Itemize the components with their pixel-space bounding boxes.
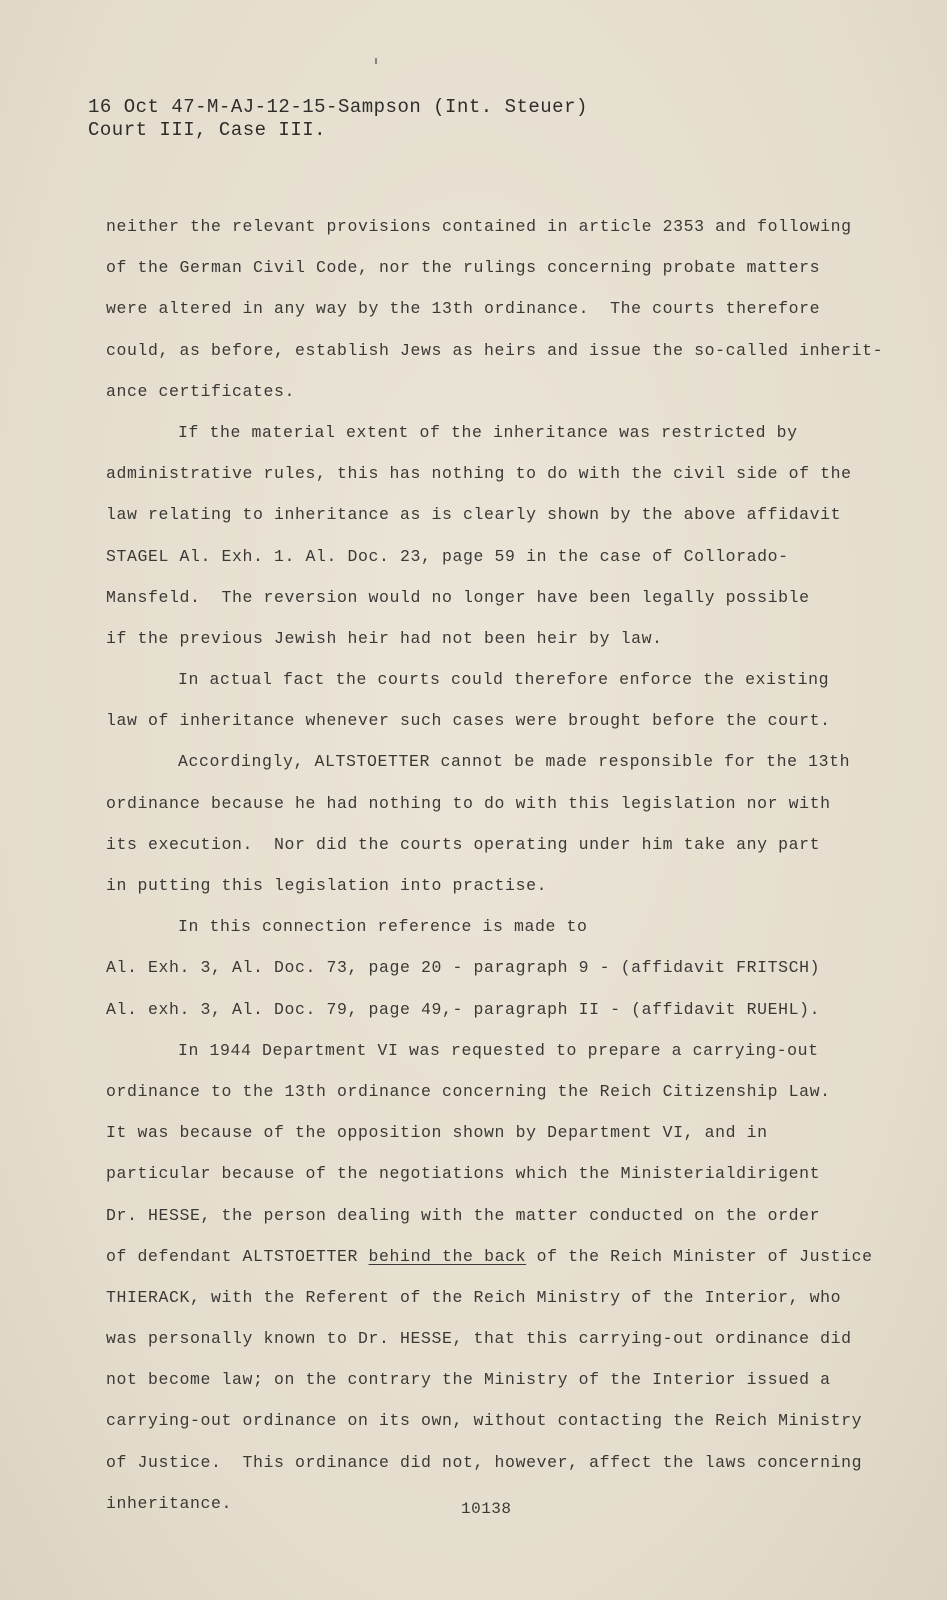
body-line-with-underline [106,1236,873,1277]
body-line: were altered in any way by the 13th ordinance. The courts therefore [106,299,821,319]
body-line: its execution. Nor did the courts operating under him take any part [106,834,821,854]
body-line: if the previous Jewish heir had not been heir by law. [106,628,663,648]
body-line: Mansfeld. The reversion would no longer have been legally possible [106,587,810,607]
body-line: THIERACK, with the Referent of the Reich Ministry of the Interior, who [106,1287,842,1307]
body-line: not become law; on the contrary the Ministry of the Interior issued a [106,1370,831,1390]
document-header [88,96,588,142]
body-line: ance certificates. [106,381,296,401]
body-line: Dr. HESSE, the person dealing with the matter conducted on the order [106,1205,821,1225]
body-line: If the material extent of the inheritance was restricted by [178,422,798,442]
body-line: In this connection reference is made to [178,917,588,937]
document-body [106,206,884,1524]
body-line: ordinance because he had nothing to do with this legislation nor with [106,793,831,813]
underlined-phrase: behind the back [368,1246,527,1266]
body-line: in putting this legislation into practise. [106,876,548,895]
text-segment: of defendant ALTSTOETTER [106,1246,369,1266]
body-line: neither the relevant provisions contained in article 2353 and following [106,217,852,236]
body-line: administrative rules, this has nothing to do with the civil side of the [106,464,852,484]
paper-mark [375,58,377,64]
body-line: It was because of the opposition shown by Department VI, and in [106,1123,768,1143]
body-line: could, as before, establish Jews as heirs and issue the so-called inherit- [106,340,884,360]
page-number: 10138 [461,1500,512,1518]
body-line: ordinance to the 13th ordinance concerning the Reich Citizenship Law. [106,1081,831,1101]
body-line: particular because of the negotiations which the Ministerialdirigent [106,1164,821,1184]
body-line: Al. Exh. 3, Al. Doc. 73, page 20 - paragraph 9 - (affidavit FRITSCH) [106,958,821,978]
body-line: Accordingly, ALTSTOETTER cannot be made responsible for the 13th [178,752,851,772]
header-line-1: 16 Oct 47-M-AJ-12-15-Sampson (Int. Steuer) [88,96,588,118]
text-segment: of the Reich Minister of Justice [526,1246,873,1266]
body-line: of the German Civil Code, nor the rulings concerning probate matters [106,258,821,278]
body-line: In actual fact the courts could therefore enforce the existing [178,670,830,690]
body-line: In 1944 Department VI was requested to prepare a carrying-out [178,1040,819,1060]
body-line: Al. exh. 3, Al. Doc. 79, page 49,- paragraph II - (affidavit RUEHL). [106,999,821,1019]
body-line: STAGEL Al. Exh. 1. Al. Doc. 23, page 59 in the case of Collorado- [106,546,789,566]
body-line: of Justice. This ordinance did not, however, affect the laws concerning [106,1452,863,1472]
header-line-2: Court III, Case III. [88,119,327,141]
body-line: law of inheritance whenever such cases were brought before the court. [106,711,831,731]
body-line: inheritance. [106,1493,233,1513]
body-line: was personally known to Dr. HESSE, that this carrying-out ordinance did [106,1329,852,1349]
body-line: carrying-out ordinance on its own, without contacting the Reich Ministry [106,1411,863,1431]
body-line: law relating to inheritance as is clearly shown by the above affidavit [106,505,842,525]
